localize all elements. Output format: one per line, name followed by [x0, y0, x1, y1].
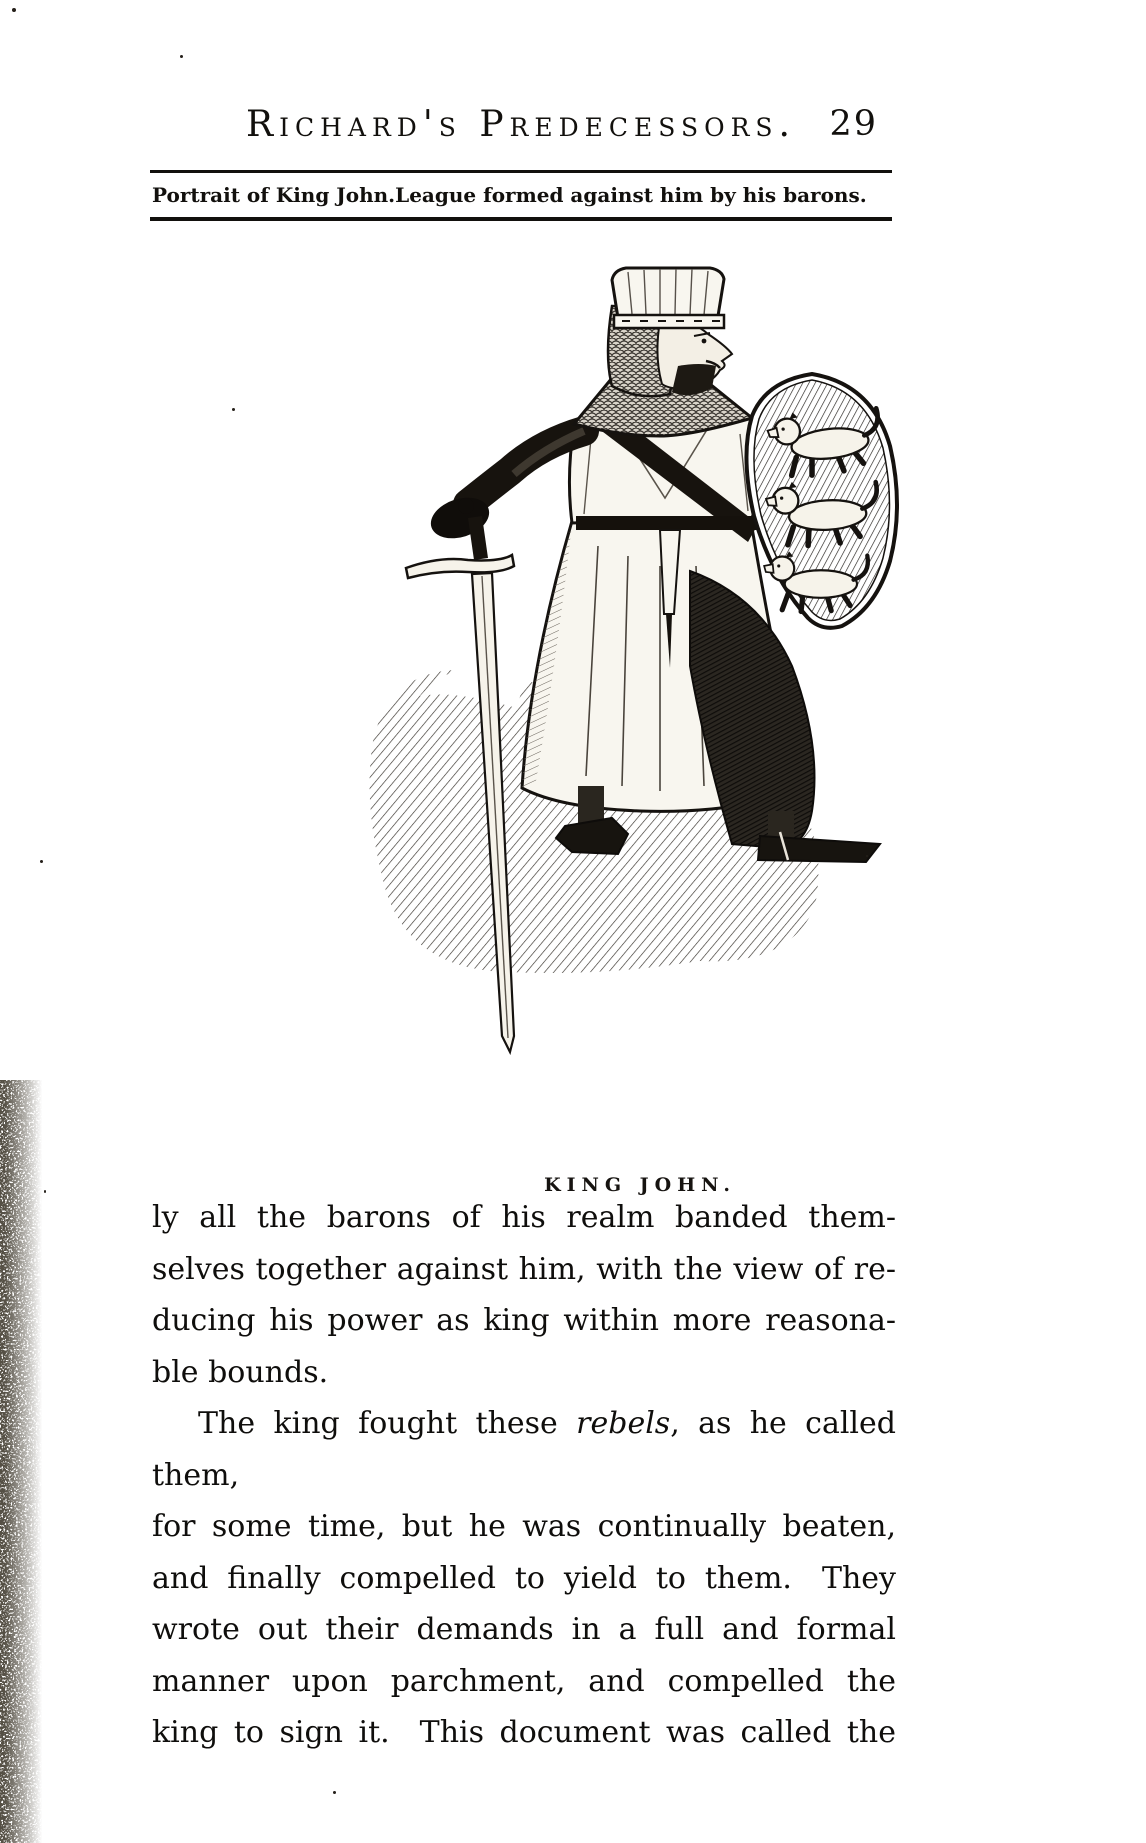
text-line: ly all the barons of his realm banded them- [152, 1200, 896, 1235]
figure-caption: KING JOHN. [544, 1174, 736, 1196]
text-line: ble bounds. [152, 1354, 329, 1390]
ink-speck [232, 408, 235, 411]
ink-speck [180, 55, 183, 58]
engraving-art [360, 266, 920, 1166]
header-note-left: Portrait of King John. [152, 183, 396, 207]
running-title: Richard's Predecessors. [246, 104, 796, 145]
page-edge-noise [0, 1080, 46, 1843]
text-line: selves together against him, with the view of re- [152, 1251, 896, 1287]
text-run: The king fought these [198, 1406, 577, 1441]
running-head-row [150, 104, 892, 160]
body-text [152, 1192, 896, 1759]
page-number: 29 [829, 104, 878, 144]
paragraph-1 [152, 1192, 896, 1398]
text-line: manner upon parchment, and compelled the [152, 1663, 896, 1699]
king-john-engraving [360, 266, 920, 1196]
text-line: king to sign it. This document was called the [152, 1715, 896, 1750]
shield [746, 374, 897, 628]
italic-word: rebels [576, 1406, 671, 1441]
sword-arm [426, 431, 584, 545]
text-line: ducing his power as king within more reasona- [152, 1303, 896, 1338]
text-line: for some time, but he was continually beaten, [152, 1509, 896, 1544]
text-line: and finally compelled to yield to them. They [152, 1560, 896, 1596]
paragraph-2 [152, 1398, 896, 1759]
ink-speck [12, 8, 16, 12]
text-run: , as he called them, [152, 1406, 896, 1493]
header-note-right: League formed against him by his barons. [395, 183, 867, 207]
ink-speck [44, 1190, 46, 1193]
ink-speck [333, 1791, 336, 1794]
page-header [150, 104, 892, 221]
text-line: wrote out their demands in a full and formal [152, 1612, 896, 1647]
ink-speck [866, 855, 868, 857]
ink-speck [40, 860, 43, 863]
text-line [152, 1398, 896, 1501]
crown [612, 268, 724, 328]
header-notes [150, 173, 892, 217]
header-rule-bottom [150, 217, 892, 221]
